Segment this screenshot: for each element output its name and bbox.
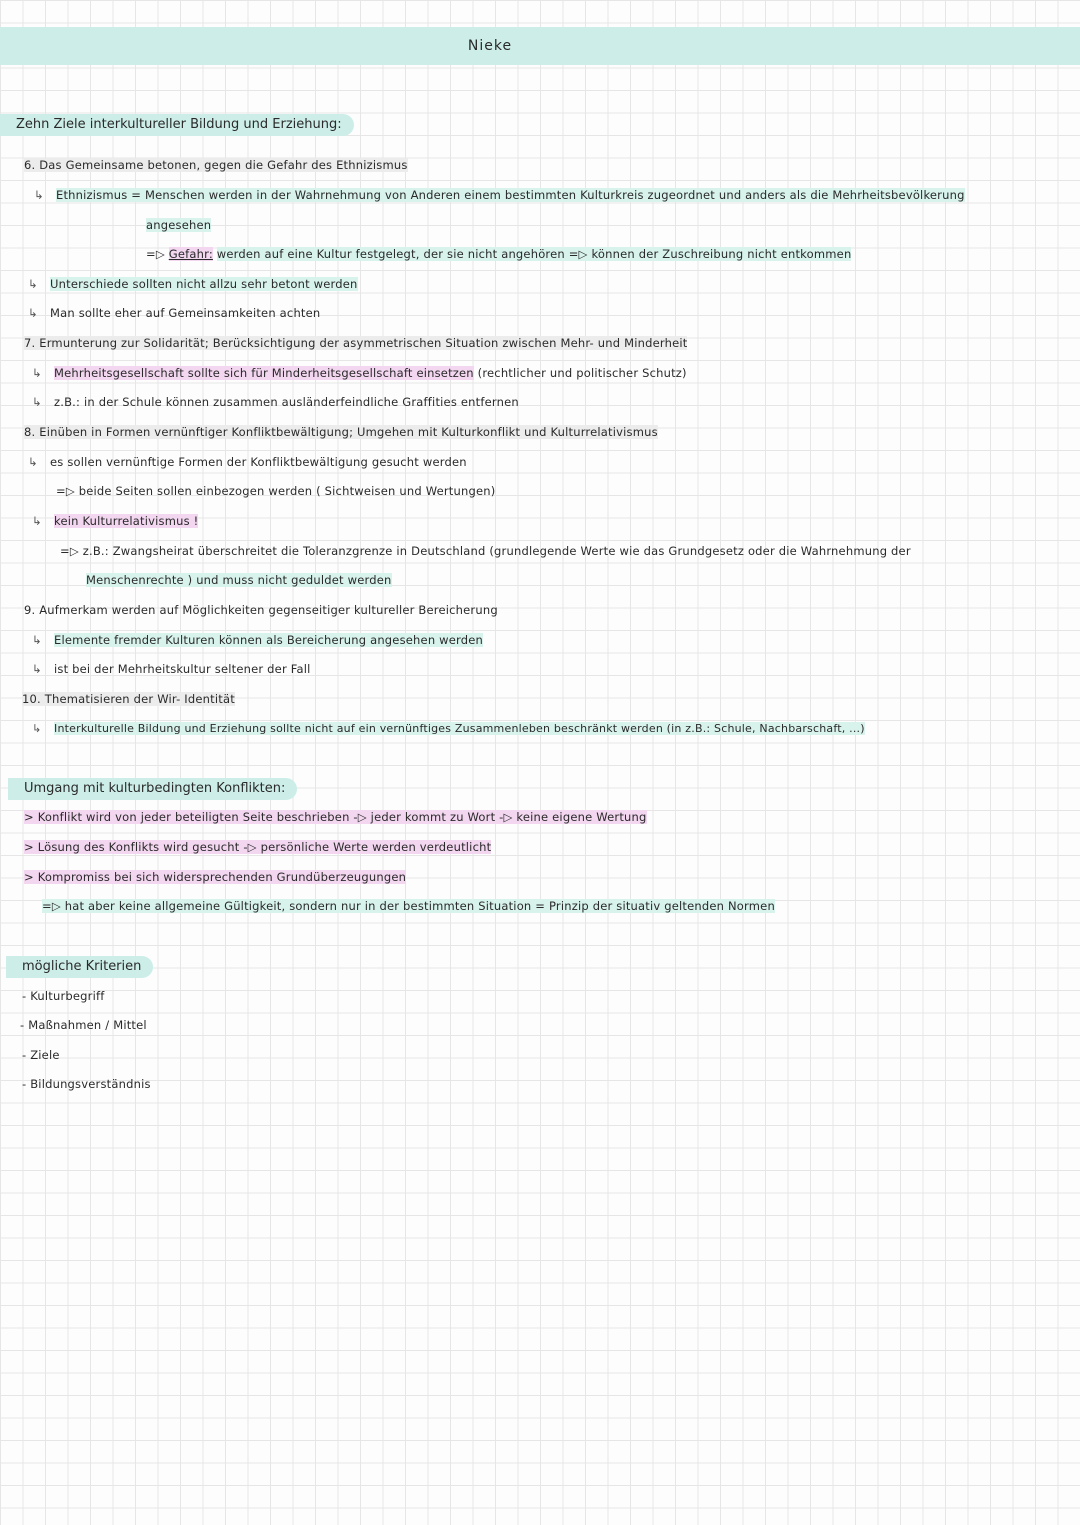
implies-arrow: =▷ — [146, 247, 165, 261]
arrow-icon: ↳ — [32, 722, 42, 735]
point-9-title: 9. Aufmerkam werden auf Möglichkeiten gegenseitiger kultureller Bereicherung — [24, 603, 498, 617]
arrow-icon: ↳ — [32, 662, 42, 676]
note-line: > Konflikt wird von jeder beteiligten Seite beschrieben -▷ jeder kommt zu Wort -▷ keine eigene Wertung — [24, 810, 647, 824]
note-line: ↳ kein Kulturrelativismus ! — [32, 514, 199, 528]
arrow-icon: ↳ — [32, 514, 42, 528]
arrow-icon: ↳ — [28, 455, 38, 469]
section-heading-ziele: Zehn Ziele interkultureller Bildung und Erziehung: — [0, 114, 354, 136]
note-line: =▷ hat aber keine allgemeine Gültigkeit, sondern nur in der bestimmten Situation = Prinzip der situativ geltenden Normen — [42, 899, 775, 913]
note-line — [24, 425, 658, 439]
note-line — [24, 158, 408, 172]
note-line — [24, 336, 687, 350]
note-line: =▷ z.B.: Zwangsheirat überschreitet die Toleranzgrenze in Deutschland (grundlegende Werte wie das Grundgesetz oder die Wahrnehmung der — [60, 544, 911, 558]
arrow-icon: ↳ — [32, 366, 42, 380]
note-line: =▷ beide Seiten sollen einbezogen werden ( Sichtweisen und Wertungen) — [56, 484, 496, 498]
arrow-icon: ↳ — [32, 395, 42, 409]
note-line: ↳ Mehrheitsgesellschaft sollte sich für Minderheitsgesellschaft einsetzen (rechtlicher und politischer Schutz) — [32, 366, 687, 380]
page-title: Nieke — [467, 38, 513, 54]
note-line: angesehen — [146, 218, 212, 232]
note-line — [34, 188, 965, 202]
note-line: ↳ Interkulturelle Bildung und Erziehung sollte nicht auf ein vernünftiges Zusammenleben beschränkt werden (in z.B.: Schule, Nachbarschaft, ...) — [32, 722, 865, 735]
point-7-title: 7. Ermunterung zur Solidarität; Berücksichtigung der asymmetrischen Situation zwischen Mehr- und Minderheit — [24, 336, 688, 350]
note-line — [22, 692, 235, 706]
note-line: ↳ z.B.: in der Schule können zusammen ausländerfeindliche Graffities entfernen — [32, 395, 519, 409]
section-heading-kriterien: mögliche Kriterien — [6, 956, 153, 978]
note-line: > Kompromiss bei sich widersprechenden Grundüberzeugungen — [24, 870, 407, 884]
note-line: Menschenrechte ) und muss nicht geduldet werden — [86, 573, 392, 587]
arrow-icon: ↳ — [28, 306, 38, 320]
arrow-icon: ↳ — [32, 633, 42, 647]
list-item: - Maßnahmen / Mittel — [20, 1018, 147, 1032]
note-line: ↳ Man sollte eher auf Gemeinsamkeiten achten — [28, 306, 321, 320]
point-8-title: 8. Einüben in Formen vernünftiger Konfliktbewältigung; Umgehen mit Kulturkonflikt und Kulturrelativismus — [24, 425, 658, 439]
list-item: - Bildungsverständnis — [22, 1077, 151, 1091]
point-6-title: 6. Das Gemeinsame betonen, gegen die Gefahr des Ethnizismus — [24, 158, 408, 172]
point-10-title: 10. Thematisieren der Wir- Identität — [22, 692, 235, 706]
gefahr-label: Gefahr: — [168, 247, 213, 261]
note-line: ↳ Unterschiede sollten nicht allzu sehr betont werden — [28, 277, 358, 291]
note-line — [24, 603, 498, 617]
arrow-icon: ↳ — [34, 188, 44, 202]
arrow-icon: ↳ — [28, 277, 38, 291]
note-line: ↳ Elemente fremder Kulturen können als Bereicherung angesehen werden — [32, 633, 484, 647]
section-heading-umgang: Umgang mit kulturbedingten Konflikten: — [8, 778, 297, 800]
note-line: =▷ Gefahr: werden auf eine Kultur festgelegt, der sie nicht angehören =▷ können der Zuschreibung nicht entkommen — [146, 247, 852, 261]
list-item: - Ziele — [22, 1048, 60, 1062]
list-item: - Kulturbegriff — [22, 989, 105, 1003]
note-line: > Lösung des Konflikts wird gesucht -▷ persönliche Werte werden verdeutlicht — [24, 840, 492, 854]
ethnizismus-definition: Ethnizismus = Menschen werden in der Wahrnehmung von Anderen einem bestimmten Kulturkreis zugeordnet und anders als die Mehrheitsbevölkerung — [56, 188, 965, 202]
note-line: ↳ ist bei der Mehrheitskultur seltener der Fall — [32, 662, 311, 676]
note-line: ↳ es sollen vernünftige Formen der Konfliktbewältigung gesucht werden — [28, 455, 467, 469]
